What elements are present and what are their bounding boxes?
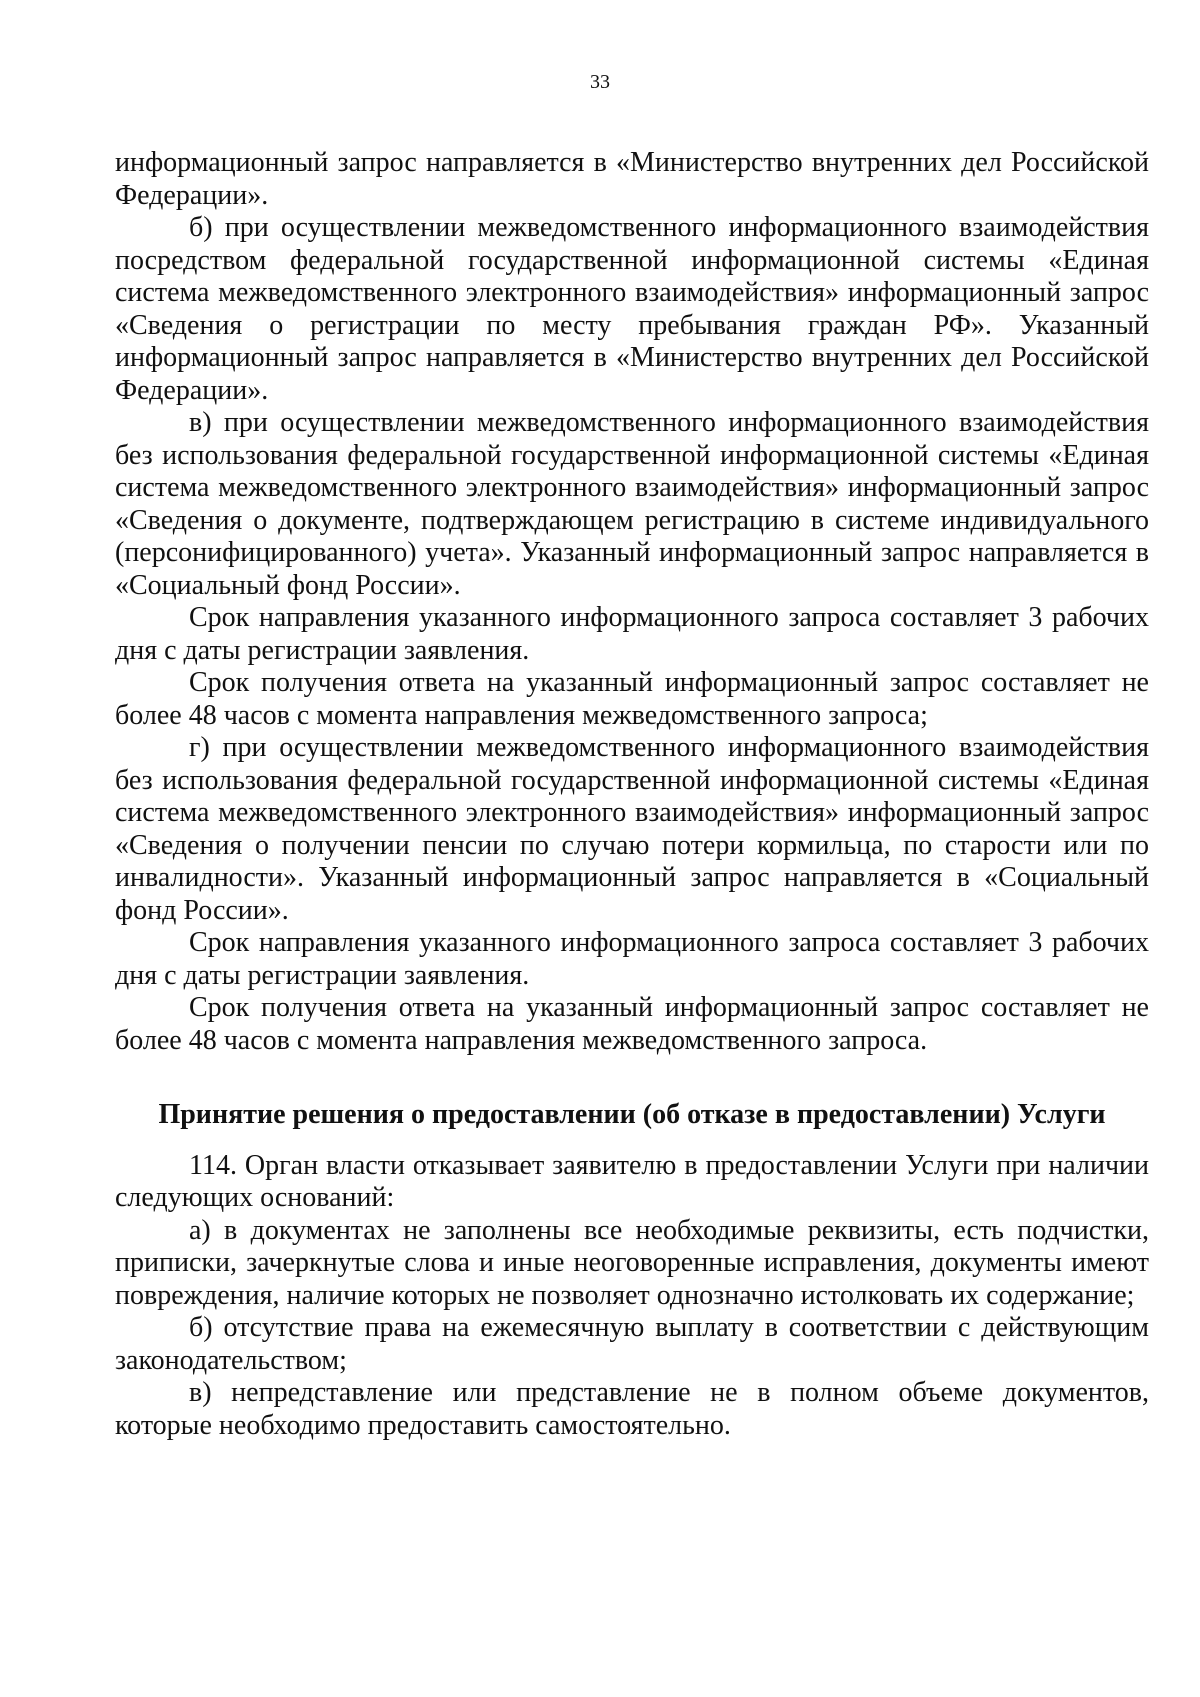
paragraph: а) в документах не заполнены все необходимые реквизиты, есть подчистки, приписки, зачеркнутые слова и иные неоговоренные исправления, документы имеют повреждения, наличие которых не позволяет однозначно истолковать их содержание; xyxy=(115,1214,1149,1311)
paragraph: Срок направления указанного информационного запроса составляет 3 рабочих дня с даты регистрации заявления. xyxy=(115,602,1149,666)
document-body xyxy=(115,147,1149,1442)
paragraph: 114. Орган власти отказывает заявителю в предоставлении Услуги при наличии следующих оснований: xyxy=(115,1149,1149,1213)
page-number: 33 xyxy=(590,71,610,93)
paragraph: информационный запрос направляется в «Министерство внутренних дел Российской Федерации». xyxy=(115,147,1149,211)
paragraph: Срок направления указанного информационного запроса составляет 3 рабочих дня с даты регистрации заявления. xyxy=(115,927,1149,991)
paragraph: б) отсутствие права на ежемесячную выплату в соответствии с действующим законодательством; xyxy=(115,1312,1149,1376)
paragraph: Срок получения ответа на указанный информационный запрос составляет не более 48 часов с момента направления межведомственного запроса; xyxy=(115,667,1149,731)
paragraph: г) при осуществлении межведомственного информационного взаимодействия без использования федеральной государственной информационной системы «Единая система межведомственного электронного взаимодействия» информационный запрос «Сведения о получении пенсии по случаю потери кормильца, по старости или по инвалидности». Указанный информационный запрос направляется в «Социальный фонд России». xyxy=(115,732,1149,926)
paragraph: б) при осуществлении межведомственного информационного взаимодействия посредством федеральной государственной информационной системы «Единая система межведомственного электронного взаимодействия» информационный запрос «Сведения о регистрации по месту пребывания граждан РФ». Указанный информационный запрос направляется в «Министерство внутренних дел Российской Федерации». xyxy=(115,212,1149,406)
paragraph: Срок получения ответа на указанный информационный запрос составляет не более 48 часов с момента направления межведомственного запроса. xyxy=(115,992,1149,1056)
section-heading: Принятие решения о предоставлении (об отказе в предоставлении) Услуги xyxy=(158,1099,1106,1130)
paragraph: в) при осуществлении межведомственного информационного взаимодействия без использования федеральной государственной информационной системы «Единая система межведомственного электронного взаимодействия» информационный запрос «Сведения о документе, подтверждающем регистрацию в системе индивидуального (персонифицированного) учета». Указанный информационный запрос направляется в «Социальный фонд России». xyxy=(115,407,1149,601)
paragraph: в) непредставление или представление не в полном объеме документов, которые необходимо предоставить самостоятельно. xyxy=(115,1377,1149,1441)
